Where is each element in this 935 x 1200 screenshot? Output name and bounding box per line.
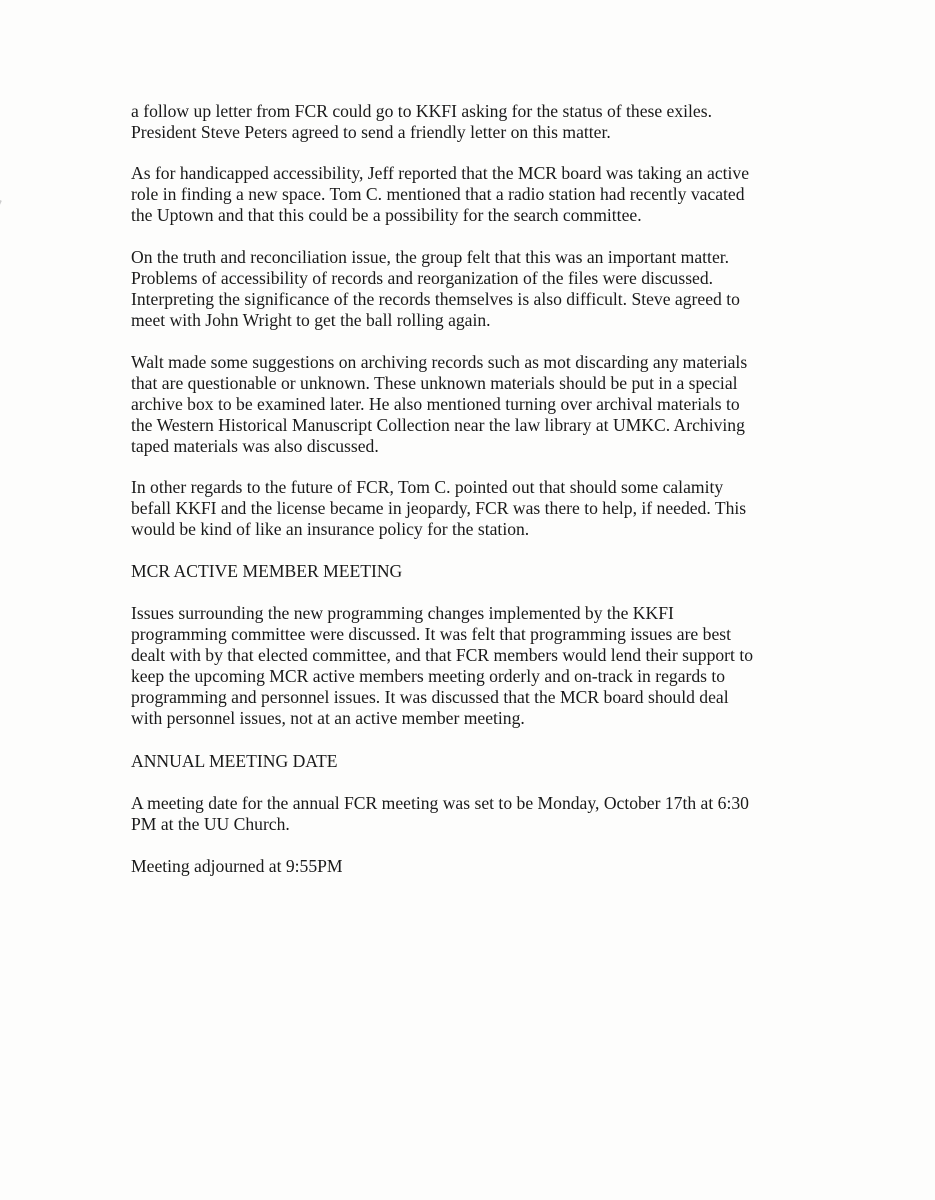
paragraph-line: the Western Historical Manuscript Collection near the law library at UMKC. Archiving bbox=[131, 415, 745, 435]
paragraph-line: Walt made some suggestions on archiving records such as mot discarding any materials bbox=[131, 352, 748, 372]
section-heading: ANNUAL MEETING DATE bbox=[131, 751, 338, 771]
paragraph-line: On the truth and reconciliation issue, the group felt that this was an important matter. bbox=[131, 247, 730, 267]
paragraph-line: befall KKFI and the license became in jeopardy, FCR was there to help, if needed. This bbox=[131, 498, 747, 518]
paragraph-line: that are questionable or unknown. These unknown materials should be put in a special bbox=[131, 373, 738, 393]
paragraph-line: Meeting adjourned at 9:55PM bbox=[131, 856, 343, 876]
paragraph-line: a follow up letter from FCR could go to KKFI asking for the status of these exiles. bbox=[131, 101, 712, 121]
paragraph-line: meet with John Wright to get the ball rolling again. bbox=[131, 310, 491, 330]
section-heading: MCR ACTIVE MEMBER MEETING bbox=[131, 561, 403, 581]
paragraph-line: keep the upcoming MCR active members meeting orderly and on-track in regards to bbox=[131, 666, 726, 686]
paragraph-line: with personnel issues, not at an active member meeting. bbox=[131, 708, 525, 728]
paragraph-line: President Steve Peters agreed to send a friendly letter on this matter. bbox=[131, 122, 611, 142]
paragraph-line: In other regards to the future of FCR, Tom C. pointed out that should some calamity bbox=[131, 477, 724, 497]
paragraph-line: role in finding a new space. Tom C. mentioned that a radio station had recently vacated bbox=[131, 184, 745, 204]
paragraph-line: the Uptown and that this could be a possibility for the search committee. bbox=[131, 205, 642, 225]
scan-artifact bbox=[0, 200, 2, 255]
paragraph-line: Problems of accessibility of records and reorganization of the files were discussed. bbox=[131, 268, 714, 288]
paragraph-line: would be kind of like an insurance policy for the station. bbox=[131, 519, 530, 539]
paragraph-line: dealt with by that elected committee, and that FCR members would lend their support to bbox=[131, 645, 754, 665]
paragraph-line: taped materials was also discussed. bbox=[131, 436, 379, 456]
paragraph-line: programming committee were discussed. It was felt that programming issues are best bbox=[131, 624, 731, 644]
paragraph-line: Issues surrounding the new programming changes implemented by the KKFI bbox=[131, 603, 674, 623]
paragraph-line: As for handicapped accessibility, Jeff reported that the MCR board was taking an active bbox=[131, 163, 750, 183]
paragraph-line: Interpreting the significance of the records themselves is also difficult. Steve agreed to bbox=[131, 289, 740, 309]
paragraph-line: PM at the UU Church. bbox=[131, 814, 290, 834]
paragraph-line: A meeting date for the annual FCR meeting was set to be Monday, October 17th at 6:30 bbox=[131, 793, 749, 813]
paragraph-line: archive box to be examined later. He also mentioned turning over archival materials to bbox=[131, 394, 740, 414]
paragraph-line: programming and personnel issues. It was discussed that the MCR board should deal bbox=[131, 687, 729, 707]
